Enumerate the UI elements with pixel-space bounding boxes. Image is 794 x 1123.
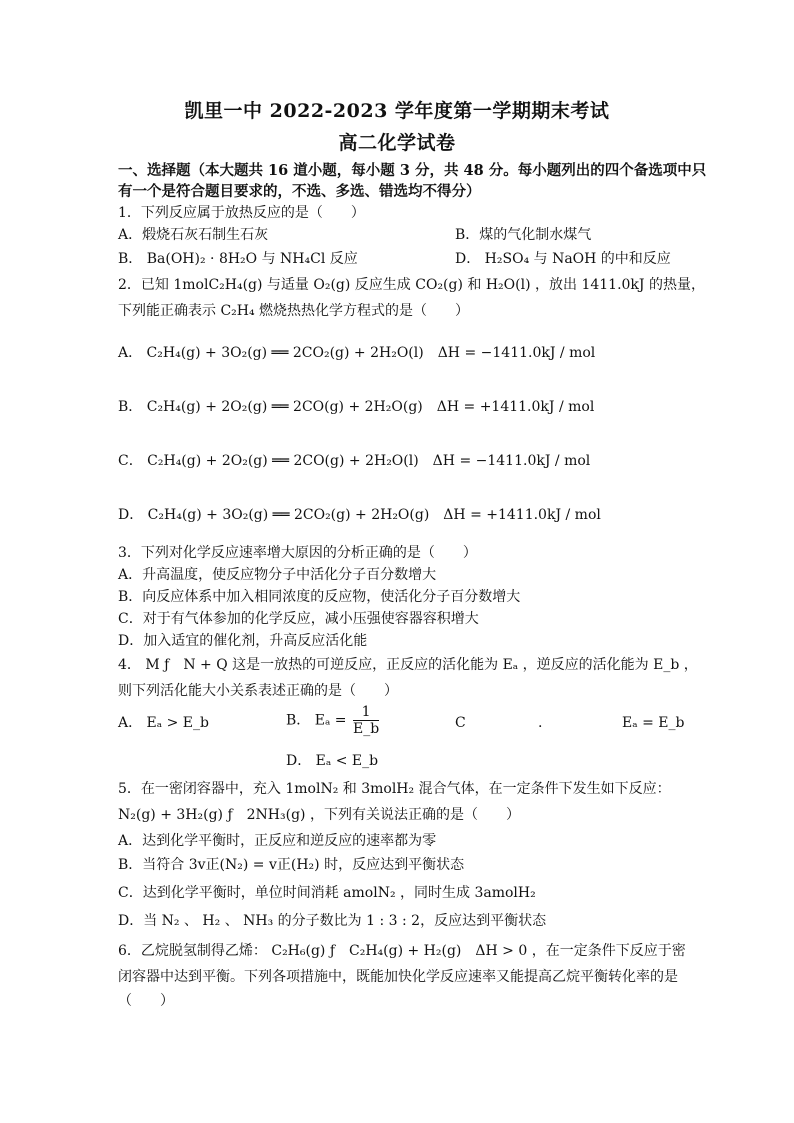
q2-option-c: C． C₂H₄(g) + 2O₂(g) ══ 2CO(g) + 2H₂O(l) ΔH = −1411.0kJ / mol [118,453,591,469]
q1-option-b: B．煤的气化制水煤气 [455,227,592,243]
q4-option-b [286,704,381,737]
q6-stem-line1: 6．乙烷脱氢制得乙烯： C₂H₆(g) ƒ C₂H₄(g) + H₂(g) ΔH > 0 ，在一定条件下反应于密 [118,943,686,959]
q5-option-b: B．当符合 3v正(N₂) = v正(H₂) 时，反应达到平衡状态 [118,857,465,873]
q4-fraction-denominator: E_b [353,721,380,737]
q1-option-a: A．煅烧石灰石制生石灰 [118,227,269,243]
q3-option-d: D．加入适宜的催化剂，升高反应活化能 [118,633,368,649]
q4-option-c-dot: . [538,715,543,731]
q4-option-a: A． Eₐ > E_b [118,715,209,731]
q2-option-a: A． C₂H₄(g) + 3O₂(g) ══ 2CO₂(g) + 2H₂O(l) ΔH = −1411.0kJ / mol [118,345,596,361]
q4-option-b-prefix: B． Eₐ = [286,712,347,729]
q4-option-b-fraction [353,704,379,737]
exam-title: 凯里一中 2022-2023 学年度第一学期期末考试 [184,100,610,122]
q5-stem-line1: 5．在一密闭容器中，充入 1molN₂ 和 3molH₂ 混合气体，在一定条件下发生如下反应： [118,781,671,797]
q2-stem-line1: 2．已知 1molC₂H₄(g) 与适量 O₂(g) 反应生成 CO₂(g) 和 H₂O(l) ，放出 1411.0kJ 的热量， [118,277,705,293]
q5-option-a: A．达到化学平衡时，正反应和逆反应的速率都为零 [118,833,437,849]
q3-option-c: C．对于有气体参加的化学反应，减小压强使容器容积增大 [118,611,479,627]
q4-stem-line2: 则下列活化能大小关系表述正确的是（ ） [118,683,398,699]
q4-stem-line1: 4． M ƒ N + Q 这是一放热的可逆反应，正反应的活化能为 Eₐ ，逆反应的活化能为 E_b ， [118,657,698,673]
q5-stem-line2: N₂(g) + 3H₂(g) ƒ 2NH₃(g) ，下列有关说法正确的是（ ） [118,807,520,823]
section-heading-line2: 有一个是符合题目要求的，不选、多选、错选均不得分） [118,183,481,200]
q2-option-d: D． C₂H₄(g) + 3O₂(g) ══ 2CO₂(g) + 2H₂O(g) ΔH = +1411.0kJ / mol [118,507,601,523]
q6-stem-line3: （ ） [118,993,174,1009]
section-heading-line1: 一、选择题（本大题共 16 道小题，每小题 3 分，共 48 分。每小题列出的四个备选项中只 [118,162,707,179]
q4-option-c-letter: C [455,715,466,731]
q2-option-b: B． C₂H₄(g) + 2O₂(g) ══ 2CO(g) + 2H₂O(g) ΔH = +1411.0kJ / mol [118,399,595,415]
q1-option-d: D． H₂SO₄ 与 NaOH 的中和反应 [455,251,671,267]
q1-option-c: B． Ba(OH)₂ · 8H₂O 与 NH₄Cl 反应 [118,251,358,267]
q2-stem-line2: 下列能正确表示 C₂H₄ 燃烧热热化学方程式的是（ ） [118,303,470,319]
q6-stem-line2: 闭容器中达到平衡。下列各项措施中，既能加快化学反应速率又能提高乙烷平衡转化率的是 [118,969,678,985]
q4-fraction-numerator: 1 [353,704,379,721]
q3-option-b: B．向反应体系中加入相同浓度的反应物，使活化分子百分数增大 [118,589,521,605]
exam-subtitle: 高二化学试卷 [338,132,456,154]
q1-stem: 1．下列反应属于放热反应的是（ ） [118,205,365,221]
q5-option-d: D．当 N₂ 、 H₂ 、 NH₃ 的分子数比为 1 : 3 : 2，反应达到平衡状态 [118,913,547,929]
q4-option-c-expr: Eₐ = E_b [622,715,685,731]
q5-option-c: C．达到化学平衡时，单位时间消耗 amolN₂ ，同时生成 3amolH₂ [118,885,536,901]
q3-option-a: A．升高温度，使反应物分子中活化分子百分数增大 [118,567,437,583]
q4-option-d: D． Eₐ < E_b [286,753,379,769]
q3-stem: 3．下列对化学反应速率增大原因的分析正确的是（ ） [118,545,477,561]
